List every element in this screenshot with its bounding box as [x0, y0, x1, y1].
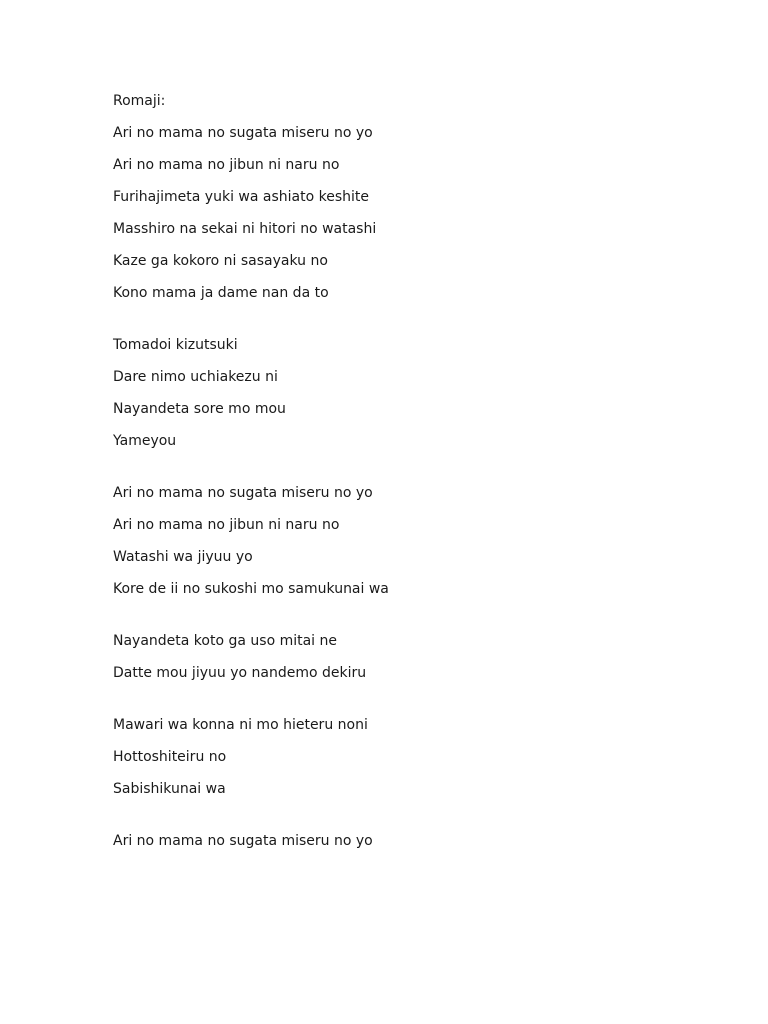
lyric-line: Ari no mama no sugata miseru no yo — [113, 485, 373, 501]
stanza-2 — [113, 335, 713, 451]
lyric-line: Kaze ga kokoro ni sasayaku no — [113, 253, 328, 269]
lyric-line: Ari no mama no jibun ni naru no — [113, 157, 340, 173]
lyric-line: Nayandeta sore mo mou — [113, 401, 286, 417]
lyric-line: Kore de ii no sukoshi mo samukunai wa — [113, 581, 389, 597]
lyric-line: Tomadoi kizutsuki — [113, 337, 238, 353]
lyric-line: Dare nimo uchiakezu ni — [113, 369, 278, 385]
lyric-line: Watashi wa jiyuu yo — [113, 549, 253, 565]
document-heading: Romaji: — [113, 93, 166, 109]
stanza-5 — [113, 715, 713, 799]
lyric-line: Ari no mama no sugata miseru no yo — [113, 125, 373, 141]
lyrics-document — [113, 91, 713, 851]
stanza-1 — [113, 123, 713, 303]
lyric-line: Masshiro na sekai ni hitori no watashi — [113, 221, 377, 237]
lyric-line: Kono mama ja dame nan da to — [113, 285, 329, 301]
lyric-line: Datte mou jiyuu yo nandemo dekiru — [113, 665, 367, 681]
stanza-4 — [113, 631, 713, 683]
lyric-line: Ari no mama no jibun ni naru no — [113, 517, 340, 533]
lyric-line: Yameyou — [113, 433, 177, 449]
lyric-line: Nayandeta koto ga uso mitai ne — [113, 633, 338, 649]
stanza-6 — [113, 831, 713, 851]
lyric-line: Hottoshiteiru no — [113, 749, 227, 765]
lyric-line: Furihajimeta yuki wa ashiato keshite — [113, 189, 369, 205]
lyric-line: Sabishikunai wa — [113, 781, 226, 797]
lyric-line: Ari no mama no sugata miseru no yo — [113, 833, 373, 849]
lyric-line: Mawari wa konna ni mo hieteru noni — [113, 717, 368, 733]
stanza-3 — [113, 483, 713, 599]
